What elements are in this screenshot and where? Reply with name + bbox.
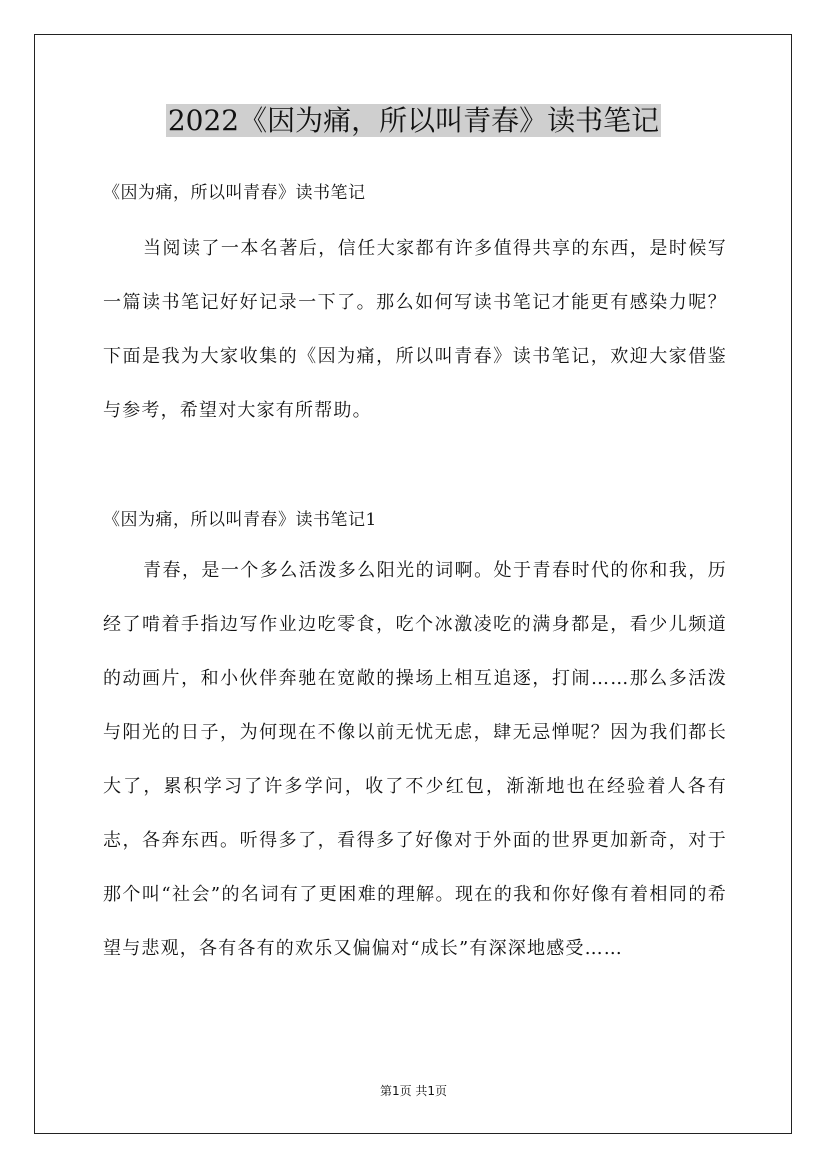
page-footer: 第1页 共1页 bbox=[379, 1084, 448, 1098]
document-title bbox=[0, 101, 827, 141]
intro-paragraph: 当阅读了一本名著后，信任大家都有许多值得共享的东西，是时候写一篇读书笔记好好记录一下了。那么如何写读书笔记才能更有感染力呢？下面是我为大家收集的《因为痛，所以叫青春》读书笔记，欢迎大家借鉴与参考，希望对大家有所帮助。 bbox=[103, 238, 727, 421]
intro-heading: 《因为痛，所以叫青春》读书笔记 bbox=[103, 183, 366, 203]
section1-paragraph: 青春，是一个多么活泼多么阳光的词啊。处于青春时代的你和我，历经了啃着手指边写作业边吃零食，吃个冰激凌吃的满身都是，看少儿频道的动画片，和小伙伴奔驰在宽敞的操场上相互追逐，打闹……那么多活泼与阳光的日子，为何现在不像以前无忧无虑，肆无忌惮呢？因为我们都长大了，累积学习了许多学问，收了不少红包，渐渐地也在经验着人各有志，各奔东西。听得多了，看得多了好像对于外面的世界更加新奇，对于那个叫“社会”的名词有了更困难的理解。现在的我和你好像有着相同的希望与悲观，各有各有的欢乐又偏偏对“成长”有深深地感受…… bbox=[103, 560, 727, 959]
section1-heading: 《因为痛，所以叫青春》读书笔记1 bbox=[103, 510, 377, 530]
document-title-text: 2022《因为痛，所以叫青春》读书笔记 bbox=[167, 104, 660, 137]
